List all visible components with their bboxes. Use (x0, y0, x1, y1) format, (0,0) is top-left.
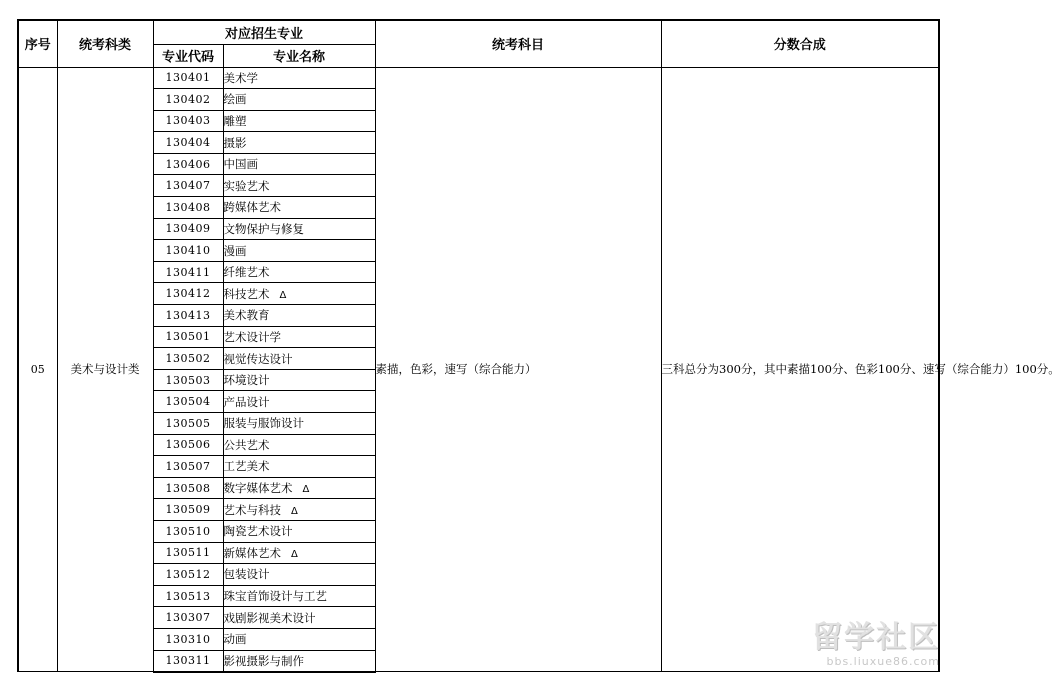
major-name: 视觉传达设计 (223, 351, 293, 366)
major-name: 雕塑 (223, 113, 247, 128)
major-name: 文物保护与修复 (223, 221, 304, 236)
major-name-cell (223, 628, 375, 650)
major-name-cell (223, 261, 375, 283)
triangle-marker-icon: Δ (302, 484, 310, 496)
major-name: 新媒体艺术 (223, 545, 281, 560)
major-name: 纤维艺术 (223, 265, 270, 280)
group-seq: 05 (18, 67, 57, 672)
major-code: 130502 (153, 348, 223, 370)
major-name-cell (223, 348, 375, 370)
header-seq: 序号 (18, 20, 57, 67)
major-code: 130508 (153, 477, 223, 499)
major-name-cell (223, 197, 375, 219)
major-name-cell (223, 153, 375, 175)
major-name: 服装与服饰设计 (223, 416, 304, 431)
table-body (18, 67, 1060, 672)
header-category: 统考科类 (57, 20, 153, 67)
major-code: 130503 (153, 369, 223, 391)
major-name-cell (223, 89, 375, 111)
major-name-cell (223, 67, 375, 89)
major-name: 摄影 (223, 135, 247, 150)
major-name-cell (223, 305, 375, 327)
major-name: 工艺美术 (223, 459, 270, 474)
major-name-cell (223, 110, 375, 132)
major-name: 包装设计 (223, 567, 270, 582)
table-row (18, 67, 939, 89)
major-name-cell (223, 413, 375, 435)
major-name: 环境设计 (223, 373, 270, 388)
major-code: 130511 (153, 542, 223, 564)
major-name-cell (223, 283, 375, 305)
major-code: 130311 (153, 650, 223, 672)
major-name-cell (223, 542, 375, 564)
major-code: 130412 (153, 283, 223, 305)
major-name: 科技艺术 (223, 286, 270, 301)
triangle-marker-icon: Δ (291, 548, 298, 560)
group-category: 美术与设计类 (57, 67, 153, 672)
major-name-cell (223, 499, 375, 521)
major-code: 130401 (153, 67, 223, 89)
major-name: 艺术与科技 (223, 502, 281, 517)
major-name-cell (223, 218, 375, 240)
major-name: 动画 (223, 632, 247, 647)
major-name-cell (223, 564, 375, 586)
group-score: 三科总分为300分，其中素描100分、色彩100分、速写（综合能力）100分。 (661, 67, 939, 672)
major-name: 陶瓷艺术设计 (223, 524, 293, 539)
watermark-url-text: bbs.liuxue86.com (826, 655, 940, 668)
major-name: 中国画 (223, 157, 258, 172)
major-name-cell (223, 326, 375, 348)
major-name-cell (223, 607, 375, 629)
triangle-marker-icon: Δ (291, 505, 298, 517)
major-name-cell (223, 369, 375, 391)
major-name: 产品设计 (223, 394, 270, 409)
major-code: 130408 (153, 197, 223, 219)
major-name-cell (223, 240, 375, 262)
major-name: 公共艺术 (223, 437, 270, 452)
major-code: 130409 (153, 218, 223, 240)
major-name-cell (223, 456, 375, 478)
major-code: 130411 (153, 261, 223, 283)
major-code: 130505 (153, 413, 223, 435)
group-subjects: 素描，色彩，速写（综合能力） (375, 67, 661, 672)
major-name-cell (223, 520, 375, 542)
major-code: 130407 (153, 175, 223, 197)
header-subjects: 统考科目 (375, 20, 661, 67)
major-code: 130509 (153, 499, 223, 521)
major-name: 跨媒体艺术 (223, 200, 281, 215)
major-code: 130501 (153, 326, 223, 348)
major-code: 130510 (153, 520, 223, 542)
major-code: 130512 (153, 564, 223, 586)
watermark-main-text: 留学社区 (812, 620, 940, 655)
major-name-cell (223, 650, 375, 672)
major-name: 绘画 (223, 92, 247, 107)
header-majors-group: 对应招生专业 (153, 20, 375, 44)
header-score: 分数合成 (661, 20, 939, 67)
triangle-marker-icon: Δ (279, 289, 287, 301)
major-code: 130404 (153, 132, 223, 154)
major-name: 艺术设计学 (223, 329, 281, 344)
major-name: 漫画 (223, 243, 247, 258)
header-name: 专业名称 (223, 44, 375, 67)
major-code: 130307 (153, 607, 223, 629)
major-name-cell (223, 585, 375, 607)
major-code: 130403 (153, 110, 223, 132)
major-code: 130507 (153, 456, 223, 478)
header-code: 专业代码 (153, 44, 223, 67)
major-name: 影视摄影与制作 (223, 653, 304, 668)
major-name-cell (223, 391, 375, 413)
major-code: 130406 (153, 153, 223, 175)
major-code: 130402 (153, 89, 223, 111)
major-name: 美术教育 (223, 308, 270, 323)
major-code: 130506 (153, 434, 223, 456)
major-name: 美术学 (223, 70, 258, 85)
major-name: 戏剧影视美术设计 (223, 610, 316, 625)
major-name: 数字媒体艺术 (223, 481, 293, 496)
major-name: 珠宝首饰设计与工艺 (223, 589, 327, 604)
majors-table (17, 19, 1060, 673)
major-name-cell (223, 434, 375, 456)
major-name-cell (223, 477, 375, 499)
major-name-cell (223, 175, 375, 197)
major-code: 130310 (153, 628, 223, 650)
major-name-cell (223, 132, 375, 154)
major-code: 130513 (153, 585, 223, 607)
major-name: 实验艺术 (223, 178, 270, 193)
major-code: 130413 (153, 305, 223, 327)
major-code: 130410 (153, 240, 223, 262)
major-code: 130504 (153, 391, 223, 413)
